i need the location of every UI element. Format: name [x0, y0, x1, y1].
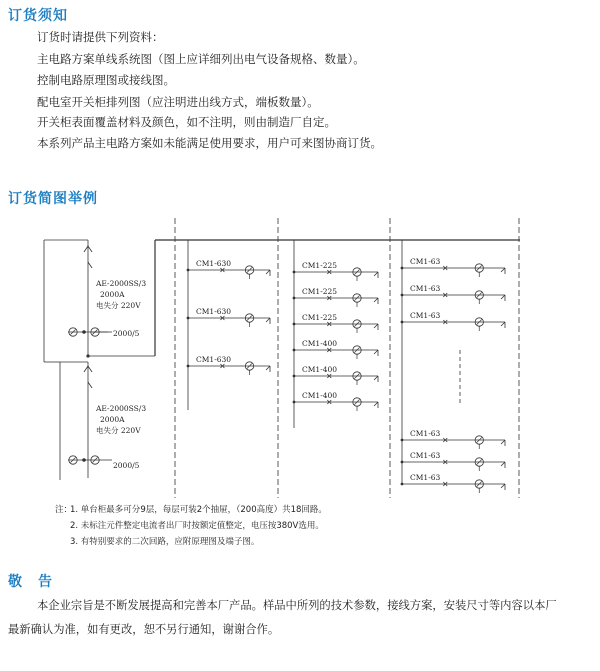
notes-label: 注： — [55, 505, 73, 515]
note-item: 3. 有特别要求的二次回路，应附原理图及端子图。 — [70, 537, 260, 547]
single-line-diagram — [0, 210, 600, 510]
incoming-bottom-current: 2000A — [100, 415, 125, 424]
feeder-circuit — [293, 339, 378, 359]
breaker-label: CM1-225 — [302, 313, 338, 322]
breaker-label: CM1-63 — [410, 284, 441, 293]
feeder-circuit — [187, 355, 270, 375]
incoming-top-current: 2000A — [100, 290, 125, 299]
breaker-label: CM1-400 — [302, 365, 338, 374]
incoming-top-voltage: 电失分 220V — [96, 301, 141, 310]
breaker-label: CM1-63 — [410, 257, 441, 266]
order-notice-item: 控制电路原理图或接线图。 — [37, 73, 175, 87]
incoming-bottom-model: AE-2000SS/3 — [96, 404, 147, 413]
breaker-label: CM1-63 — [410, 429, 441, 438]
respect-line: 最新确认为准，如有更改，恕不另行通知，谢谢合作。 — [8, 623, 280, 636]
feeder-circuit — [401, 257, 505, 277]
breaker-label: CM1-63 — [410, 451, 441, 460]
breaker-label: CM1-63 — [410, 311, 441, 320]
note-item: 2. 未标注元件整定电流者出厂时按额定值整定，电压按380V选用。 — [70, 521, 324, 531]
feeder-circuit — [401, 311, 505, 331]
feeder-circuit — [401, 451, 505, 471]
order-notice-intro: 订货时请提供下列资料： — [37, 30, 164, 44]
feeder-column-1 — [187, 259, 270, 375]
breaker-label: CM1-63 — [410, 473, 441, 482]
feeder-circuit — [401, 284, 505, 304]
order-notice-title: 订货须知 — [8, 8, 68, 24]
feeder-column-2 — [293, 261, 378, 411]
note-item: 1. 单台柜最多可分9层，每层可装2个抽屉，（200高度）共18回路。 — [70, 505, 327, 515]
breaker-label: CM1-225 — [302, 261, 338, 270]
breaker-label: CM1-225 — [302, 287, 338, 296]
feeder-column-3 — [401, 257, 505, 493]
respect-line: 本企业宗旨是不断发展提高和完善本厂产品。样品中所列的技术参数，接线方案，安装尺寸等内容以本厂 — [37, 599, 557, 612]
feeder-circuit — [293, 391, 378, 411]
order-notice-item: 本系列产品主电路方案如未能满足使用要求，用户可来图协商订货。 — [37, 136, 382, 150]
diagram-section-title: 订货简图举例 — [8, 191, 98, 207]
order-notice-item: 配电室开关柜排列图（应注明进出线方式，端板数量）。 — [37, 95, 319, 109]
breaker-label: CM1-400 — [302, 339, 338, 348]
respect-title: 敬 告 — [8, 574, 53, 590]
feeder-circuit — [293, 261, 378, 281]
order-notice-item: 开关柜表面覆盖材料及颜色，如不注明，则由制造厂自定。 — [37, 115, 336, 129]
incoming-bottom-ct: 2000/5 — [113, 461, 140, 470]
feeder-circuit — [187, 259, 270, 279]
incoming-top-ct: 2000/5 — [113, 329, 140, 338]
feeder-circuit — [293, 287, 378, 307]
feeder-circuit — [401, 473, 505, 493]
breaker-label: CM1-400 — [302, 391, 338, 400]
breaker-label: CM1-630 — [196, 259, 232, 268]
order-notice-item: 主电路方案单线系统图（图上应详细列出电气设备规格、数量）。 — [37, 52, 365, 66]
feeder-circuit — [293, 365, 378, 385]
incoming-top-model: AE-2000SS/3 — [96, 279, 147, 288]
breaker-label: CM1-630 — [196, 307, 232, 316]
incoming-bottom-voltage: 电失分 220V — [96, 426, 141, 435]
feeder-circuit — [293, 313, 378, 333]
feeder-circuit — [187, 307, 270, 327]
feeder-circuit — [401, 429, 505, 449]
breaker-label: CM1-630 — [196, 355, 232, 364]
